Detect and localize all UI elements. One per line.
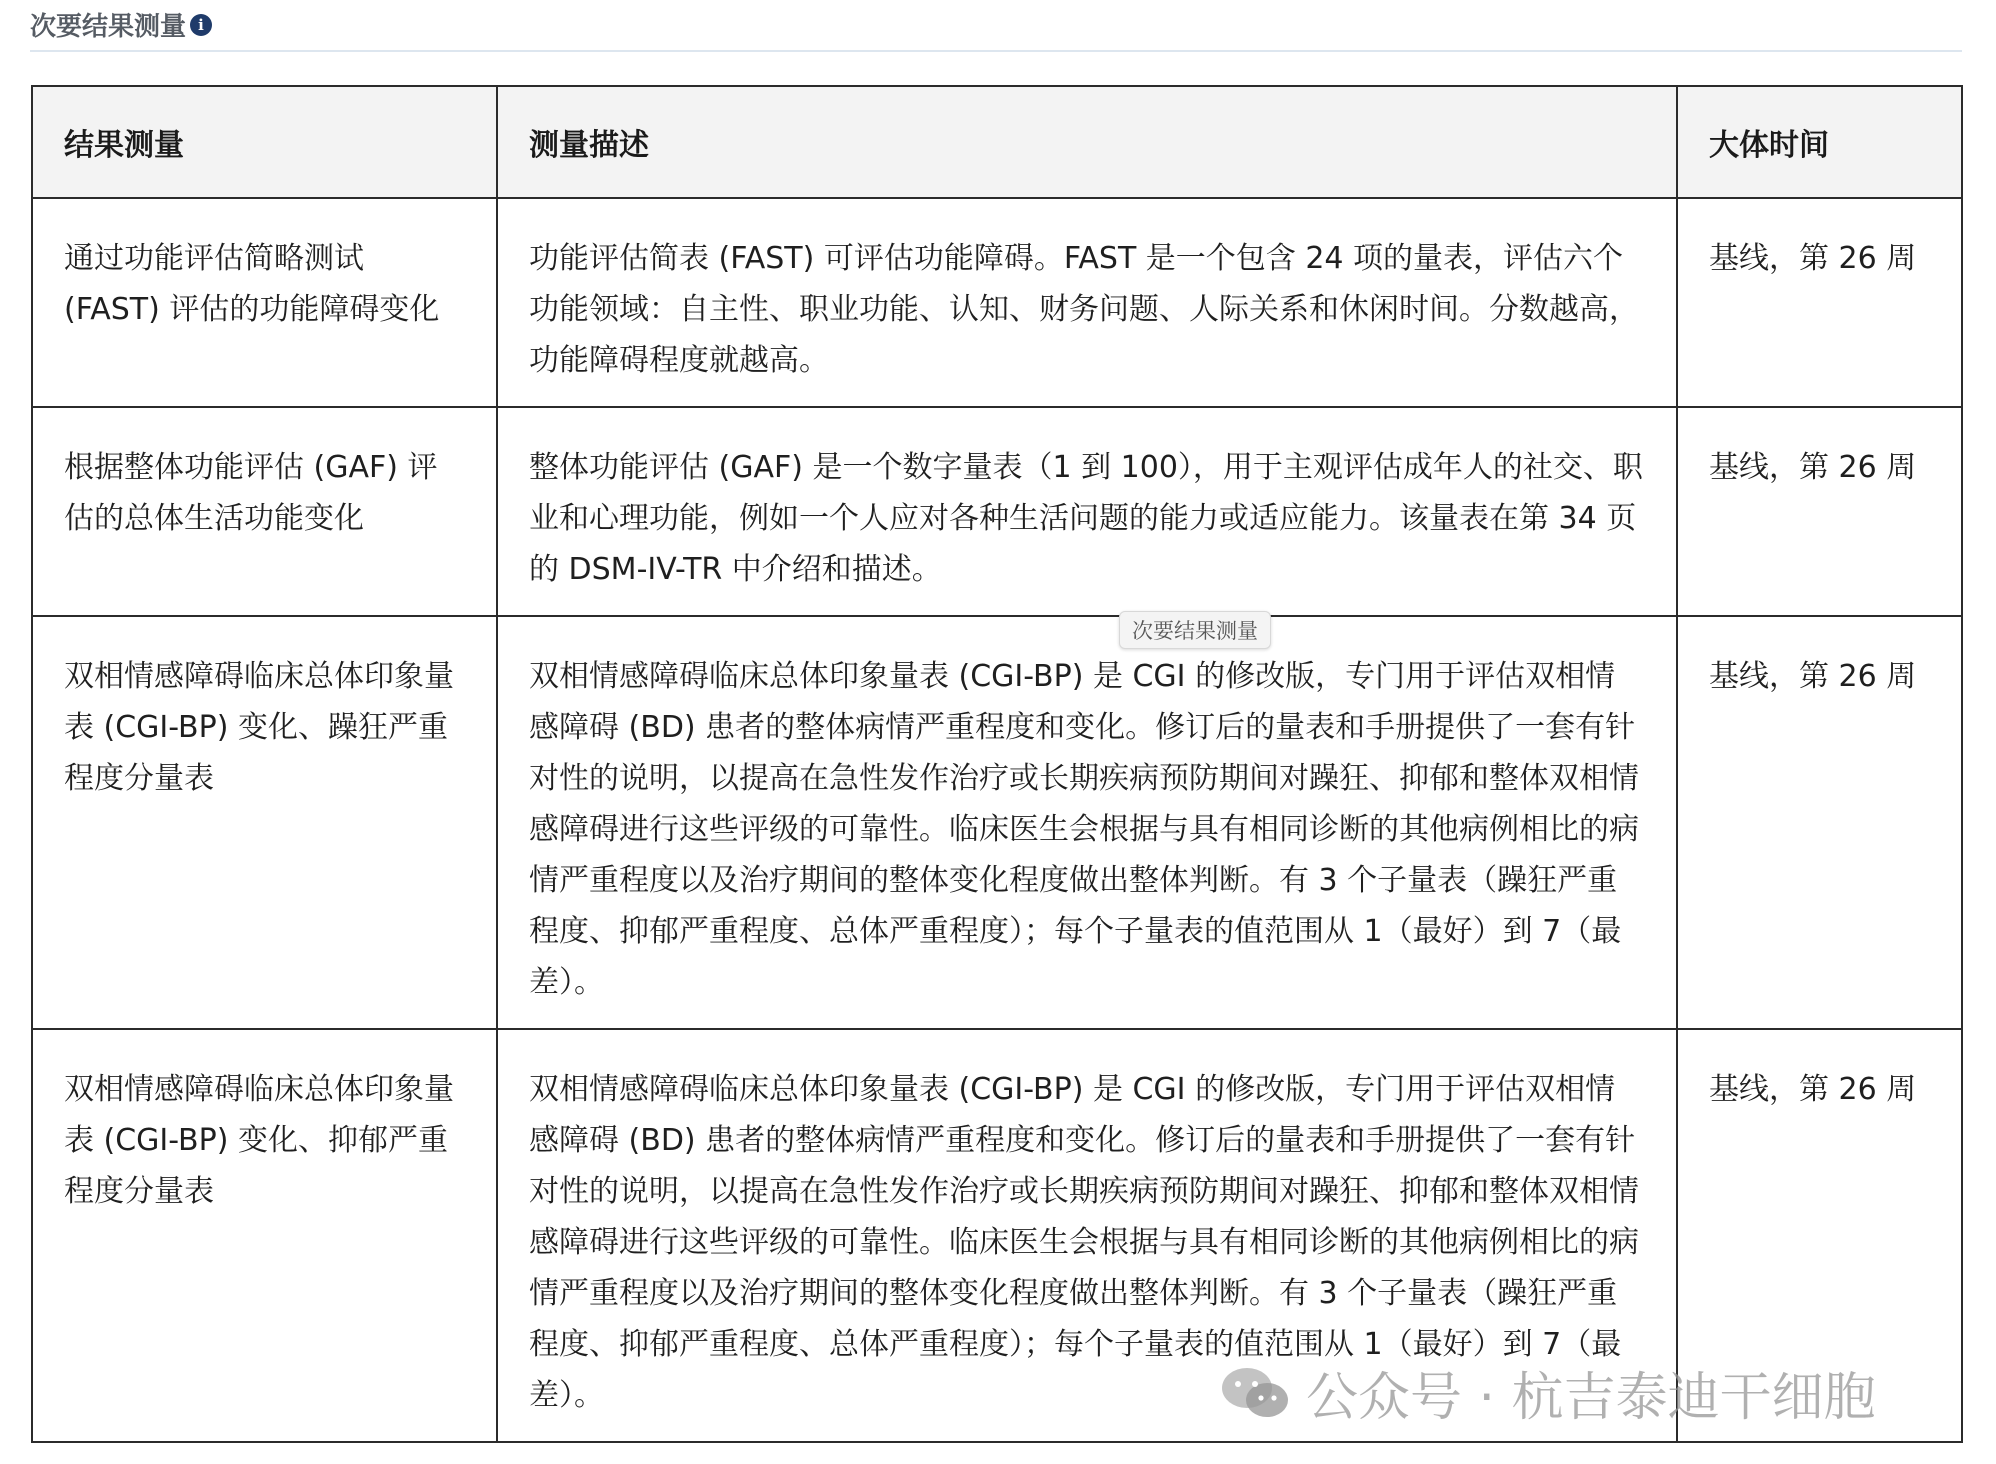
- outcomes-table: [31, 85, 1963, 1443]
- watermark: [1218, 1355, 1876, 1430]
- title-divider: [30, 50, 1962, 52]
- table-row: [32, 198, 1962, 407]
- table-header-row: [32, 86, 1962, 198]
- cell-time: 基线，第 26 周: [1677, 616, 1962, 1029]
- cell-description: 双相情感障碍临床总体印象量表 (CGI-BP) 是 CGI 的修改版，专门用于评估双相情感障碍 (BD) 患者的整体病情严重程度和变化。修订后的量表和手册提供了一套有针对性的说明，以提高在急性发作治疗或长期疾病预防期间对躁狂、抑郁和整体双相情感障碍进行这些评级的可靠性。临床医生会根据与具有相同诊断的其他病例相比的病情严重程度以及治疗期间的整体变化程度做出整体判断。有 3 个子量表（躁狂严重程度、抑郁严重程度、总体严重程度）；每个子量表的值范围从 1（最好）到 7（最差）。: [497, 1029, 1677, 1442]
- cell-measure: 通过功能评估简略测试 (FAST) 评估的功能障碍变化: [32, 198, 497, 407]
- cell-description: 功能评估简表 (FAST) 可评估功能障碍。FAST 是一个包含 24 项的量表，评估六个功能领域：自主性、职业功能、认知、财务问题、人际关系和休闲时间。分数越高，功能障碍程度就越高。: [497, 198, 1677, 407]
- cell-time: 基线，第 26 周: [1677, 198, 1962, 407]
- section-title: [30, 6, 212, 43]
- header-description: 测量描述: [497, 86, 1677, 198]
- info-icon[interactable]: i: [190, 14, 212, 36]
- section-title-text: 次要结果测量: [30, 12, 187, 42]
- cell-measure: 双相情感障碍临床总体印象量表 (CGI-BP) 变化、抑郁严重程度分量表: [32, 1029, 497, 1442]
- cell-measure: 根据整体功能评估 (GAF) 评估的总体生活功能变化: [32, 407, 497, 616]
- header-measure: 结果测量: [32, 86, 497, 198]
- wechat-icon: [1218, 1364, 1292, 1422]
- watermark-text: 公众号 · 杭吉泰迪干细胞: [1306, 1368, 1876, 1428]
- cell-description: 双相情感障碍临床总体印象量表 (CGI-BP) 是 CGI 的修改版，专门用于评估双相情感障碍 (BD) 患者的整体病情严重程度和变化。修订后的量表和手册提供了一套有针对性的说明，以提高在急性发作治疗或长期疾病预防期间对躁狂、抑郁和整体双相情感障碍进行这些评级的可靠性。临床医生会根据与具有相同诊断的其他病例相比的病情严重程度以及治疗期间的整体变化程度做出整体判断。有 3 个子量表（躁狂严重程度、抑郁严重程度、总体严重程度）；每个子量表的值范围从 1（最好）到 7（最差）。: [497, 616, 1677, 1029]
- cell-time: 基线，第 26 周: [1677, 407, 1962, 616]
- tooltip: 次要结果测量: [1119, 611, 1271, 649]
- table-row: [32, 407, 1962, 616]
- table-row: [32, 616, 1962, 1029]
- cell-time: 基线，第 26 周: [1677, 1029, 1962, 1442]
- header-time: 大体时间: [1677, 86, 1962, 198]
- cell-description: 整体功能评估 (GAF) 是一个数字量表（1 到 100），用于主观评估成年人的社交、职业和心理功能，例如一个人应对各种生活问题的能力或适应能力。该量表在第 34 页的 DSM-IV-TR 中介绍和描述。: [497, 407, 1677, 616]
- cell-measure: 双相情感障碍临床总体印象量表 (CGI-BP) 变化、躁狂严重程度分量表: [32, 616, 497, 1029]
